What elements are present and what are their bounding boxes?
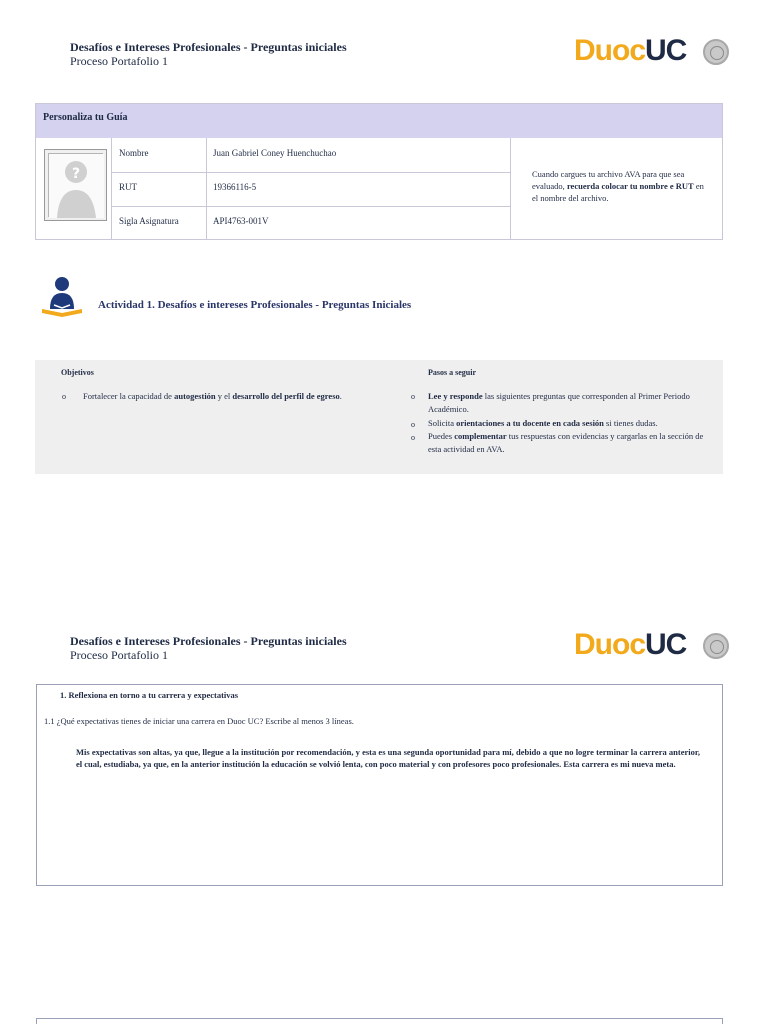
step-item-2: Solicita orientaciones a tu docente en cada sesión si tienes dudas.: [428, 418, 658, 428]
step-item-3: Puedes complementar tus respuestas con evidencias y cargarlas en la sección de esta actividad en AVA.: [428, 431, 704, 454]
label-rut: RUT: [119, 182, 137, 192]
label-sigla: Sigla Asignatura: [119, 216, 179, 226]
doc-title-2: Desafíos e Intereses Profesionales - Preguntas iniciales: [70, 634, 347, 648]
svg-text:?: ?: [72, 166, 81, 182]
step-item-1: Lee y responde las siguientes preguntas que corresponden al Primer Periodo Académico.: [428, 391, 690, 414]
value-sigla: API4763-001V: [213, 216, 269, 226]
upload-note: Cuando cargues tu archivo AVA para que sea evaluado, recuerda colocar tu nombre e RUT en el nombre del archivo.: [532, 169, 704, 203]
objective-item: Fortalecer la capacidad de autogestión y el desarrollo del perfil de egreso.: [83, 391, 342, 401]
steps-heading: Pasos a seguir: [428, 368, 476, 377]
objectives-panel: Objetivos o Fortalecer la capacidad de autogestión y el desarrollo del perfil de egreso. Pasos a seguir o Lee y responde las siguientes preguntas que corresponden al Primer Periodo Académico. o Solicita orientaciones a tu docente en cada sesión si tienes dudas. o Puedes complementar tus respuestas con evidencias y cargarlas en la sección de esta actividad en AVA.: [35, 360, 723, 474]
value-rut: 19366116-5: [213, 182, 257, 192]
duoc-logo-2: DuocUC: [574, 628, 687, 661]
answer-text[interactable]: Mis expectativas son altas, ya que, llegue a la institución por recomendación, y esta es una segunda oportunidad para mí, debido a que no logre terminar la carrera anterior, el cual, estudiaba, ya que, en la anterior institución la educación se volvió lenta, con poco material y con profesores poco profesionales. Esta carrera es mi nueva meta.: [76, 747, 700, 769]
question-box: [36, 684, 723, 886]
person-reading-icon: [40, 275, 84, 322]
value-nombre: Juan Gabriel Coney Huenchuchao: [213, 148, 337, 158]
person-placeholder-icon: [44, 149, 107, 221]
doc-subtitle-2: Proceso Portafolio 1: [70, 648, 168, 662]
doc-subtitle: Proceso Portafolio 1: [70, 54, 168, 68]
section-title: 1. Reflexiona en torno a tu carrera y expectativas: [60, 690, 239, 700]
page-header-2: [70, 634, 347, 662]
doc-title: Desafíos e Intereses Profesionales - Preguntas iniciales: [70, 40, 347, 54]
duoc-logo: DuocUC: [574, 34, 687, 67]
label-nombre: Nombre: [119, 148, 149, 158]
activity-title: Actividad 1. Desafíos e intereses Profesionales - Preguntas Iniciales: [98, 299, 412, 311]
personalize-guide-table: [35, 103, 723, 240]
page-header: [70, 40, 347, 68]
question-text: 1.1 ¿Qué expectativas tienes de iniciar una carrera en Duoc UC? Escribe al menos 3 líneas.: [44, 716, 354, 726]
objectives-heading: Objetivos: [61, 368, 94, 377]
next-box-edge: [36, 1018, 723, 1024]
university-seal-icon: [703, 633, 729, 659]
guide-bar-title: Personaliza tu Guía: [36, 104, 722, 138]
university-seal-icon: [703, 39, 729, 65]
